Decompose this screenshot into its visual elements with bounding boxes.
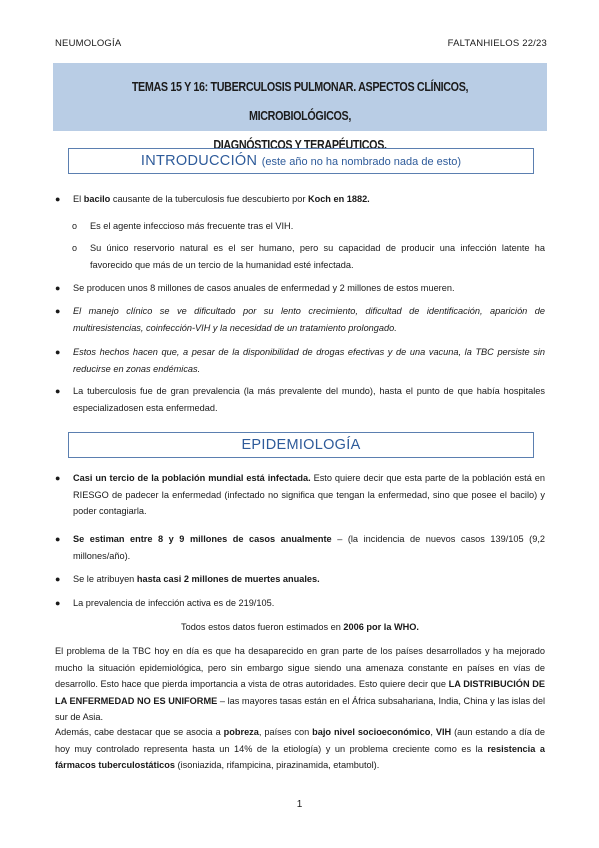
document-title (53, 63, 547, 152)
bullet-icon: ● (55, 283, 61, 293)
header-left: NEUMOLOGÍA (55, 38, 122, 49)
bullet-icon: ● (55, 598, 61, 608)
centered-note: Todos estos datos fueron estimados en 2006 por la WHO. (181, 622, 419, 632)
header-right: FALTANHIELOS 22/23 (447, 38, 547, 49)
paragraph: Además, cabe destacar que se asocia a pobreza, países con bajo nivel socioeconómico, VIH (aun estando a día de hoy muy controlado representa hasta un 14% de la etiología) y un problema creciente como es la resistencia a fármacos tuberculostáticos (isoniazida, rifampicina, pirazinamida, etambutol). (55, 727, 545, 770)
circle-bullet-icon: o (72, 221, 78, 231)
bullet-icon: ● (55, 194, 61, 204)
circle-bullet-icon: o (72, 243, 78, 253)
bullet-icon: ● (55, 574, 61, 584)
bullet-icon: ● (55, 306, 61, 316)
bullet-icon: ● (55, 534, 61, 544)
section-heading-introduccion (68, 148, 534, 174)
bullet-icon: ● (55, 347, 61, 357)
paragraph: El problema de la TBC hoy en día es que ha desaparecido en gran parte de los países desarrollados y ha mejorado mucho la situación epidemiológica, pero sin embargo sigue siendo una amenaza constante en países en vías de desarrollo. Esto hace que pierda importancia a vista de otras autoridades. Esto quiere decir que LA DISTRIBUCIÓN DE LA ENFERMEDAD NO ES UNIFORME – las mayores tasas están en el África subsahariana, India, China y las islas del sur de Asia. (55, 646, 545, 722)
title-line-1: TEMAS 15 Y 16: TUBERCULOSIS PULMONAR. ASPECTOS CLÍNICOS, MICROBIOLÓGICOS, (131, 80, 469, 123)
intro-note: (este año no ha nombrado nada de esto) (261, 156, 462, 168)
intro-heading: INTRODUCCIÓN (140, 153, 258, 169)
page-number: 1 (296, 799, 303, 810)
epi-heading: EPIDEMIOLOGÍA (241, 437, 361, 453)
title-line-2: DIAGNÓSTICOS Y TERAPÉUTICOS. (213, 138, 387, 152)
bullet-icon: ● (55, 473, 61, 483)
bullet-icon: ● (55, 386, 61, 396)
section-heading-epidemiologia (68, 432, 534, 458)
